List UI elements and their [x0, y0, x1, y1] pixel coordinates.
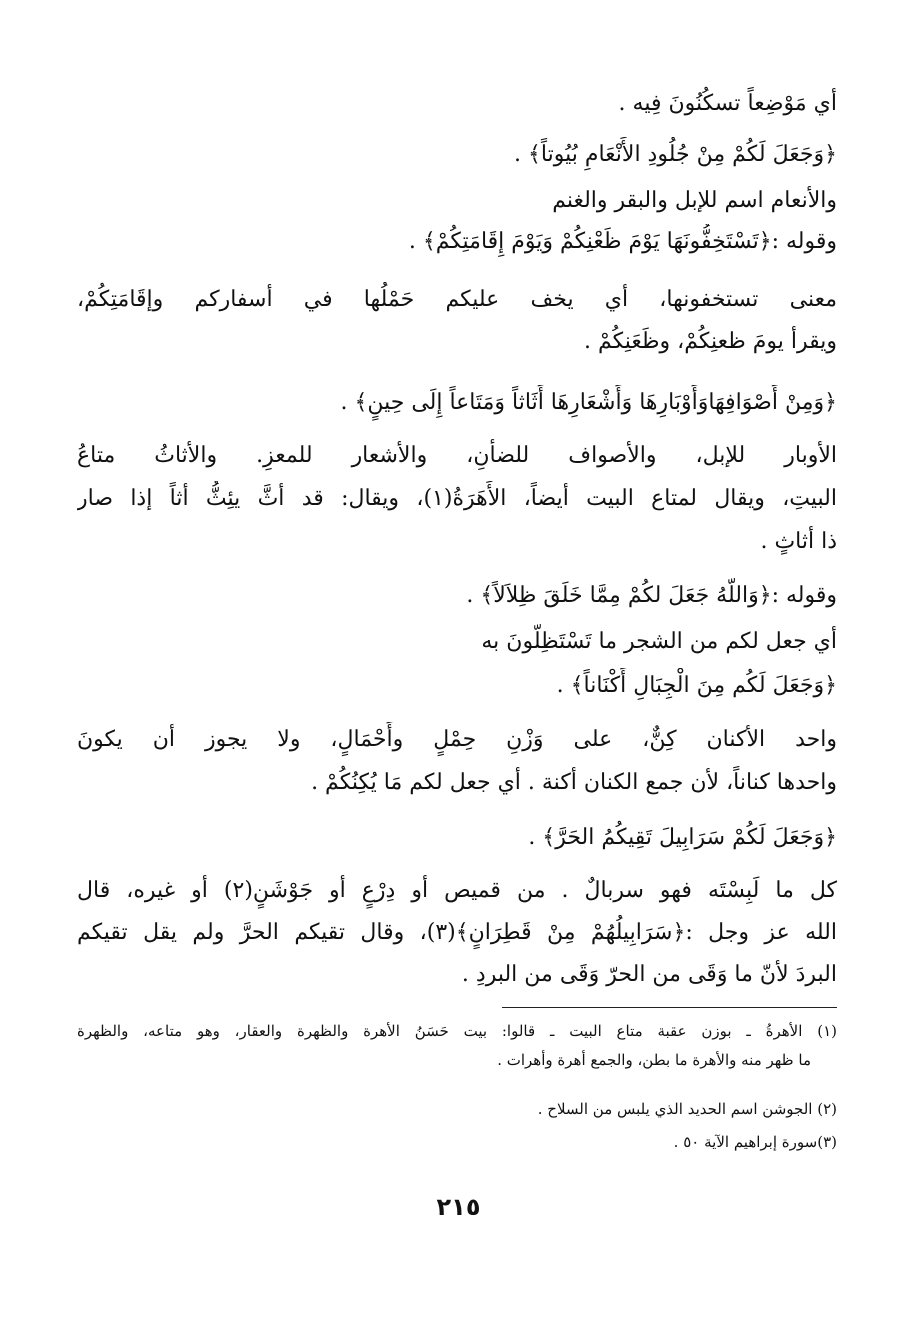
text-line: أي جعل لكم من الشجر ما تَسْتَظِلُّونَ به — [481, 629, 837, 654]
footnote-line: (٢) الجوشن اسم الحديد الذي يلبس من السلاح . — [537, 1100, 837, 1118]
quran-verse-line: ﴿وَجَعَلَ لَكُمْ مِنْ جُلُودِ الأَنْعَامِ بُيُوتاً﴾ . — [514, 142, 837, 167]
footnote-line: (١) الأهرةُ ـ بوزن عقبة متاع البيت ـ قالوا: بيت حَسَنُ الأهرة والظهرة والعقار، وهو متاعه، والظهرة — [77, 1022, 837, 1040]
footnote-line: (٣)سورة إبراهيم الآية ٥٠ . — [673, 1133, 837, 1151]
quran-verse-line: وقوله :﴿وَاللَّهُ جَعَلَ لكُمْ مِمَّا خَلَقَ ظِلاَلاً﴾ . — [466, 583, 837, 608]
text-line: والأنعام اسم للإبل والبقر والغنم — [552, 188, 837, 213]
quran-verse-line: وقوله :﴿تَسْتَخِفُّونَهَا يَوْمَ ظَعْنِكُمْ وَيَوْمَ إِقَامَتِكُمْ﴾ . — [408, 229, 837, 254]
text-line: ويقرأ يومَ ظعنِكُمْ، وظَعَنِكُمْ . — [583, 329, 837, 354]
text-line: واحدها كناناً، لأن جمع الكنان أكنة . أي جعل لكم مَا يُكِنُكُمْ . — [311, 770, 837, 795]
page-number: ٢١٥ — [436, 1193, 481, 1221]
quran-verse-line: ﴿وَجَعَلَ لَكُمْ سَرَابِيلَ تَقِيكُمُ الحَرَّ﴾ . — [528, 825, 837, 850]
text-line: البردَ لأنّ ما وَقَى من الحرّ وَقَى من البردِ . — [461, 962, 837, 987]
footnotes — [77, 0, 837, 1170]
text-line: أي مَوْضِعاً تسكُنُونَ فِيه . — [618, 91, 837, 116]
text-line: الأوبار للإبل، والأصواف للضأنِ، والأشعار للمعزِ. والأثاثُ متاعُ — [77, 443, 837, 468]
text-line: البيتِ، ويقال لمتاع البيت أيضاً، الأَهَرَةُ(١)، ويقال: قد أثَّ يئِثُّ أثاً إذا صار — [77, 486, 837, 511]
quran-verse-line: ﴿وَجَعَلَ لَكُم مِنَ الْجِبَالِ أَكْنَاناً﴾ . — [556, 673, 837, 698]
text-line: واحد الأكنان كِنٌّ، على وَزْنِ حِمْلٍ وأَحْمَالٍ، ولا يجوز أن يكونَ — [77, 727, 837, 752]
text-line: ذا أثاثٍ . — [760, 529, 837, 554]
text-line: كل ما لَبِسْتَه فهو سربالٌ . من قميص أو دِرْعٍ أو جَوْشَنٍ(٢) أو غيره، قال — [77, 878, 837, 903]
footnote-line: ما ظهر منه والأهرة ما بطن، والجمع أهرة وأهرات . — [497, 1051, 811, 1069]
text-line: الله عز وجل :﴿سَرَابِيلُهُمْ مِنْ قَطِرَانٍ﴾(٣)، وقال تقيكم الحرَّ ولم يقل تقيكم — [77, 920, 837, 945]
quran-verse-line: ﴿وَمِنْ أَصْوَافِهَاوَأَوْبَارِهَا وَأَشْعَارِهَا أَثَاثاً وَمَتَاعاً إِلَى حِينٍ﴾ . — [340, 390, 837, 415]
text-line: معنى تستخفونها، أي يخف عليكم حَمْلُها في أسفاركم وإقَامَتِكُمْ، — [77, 287, 837, 312]
